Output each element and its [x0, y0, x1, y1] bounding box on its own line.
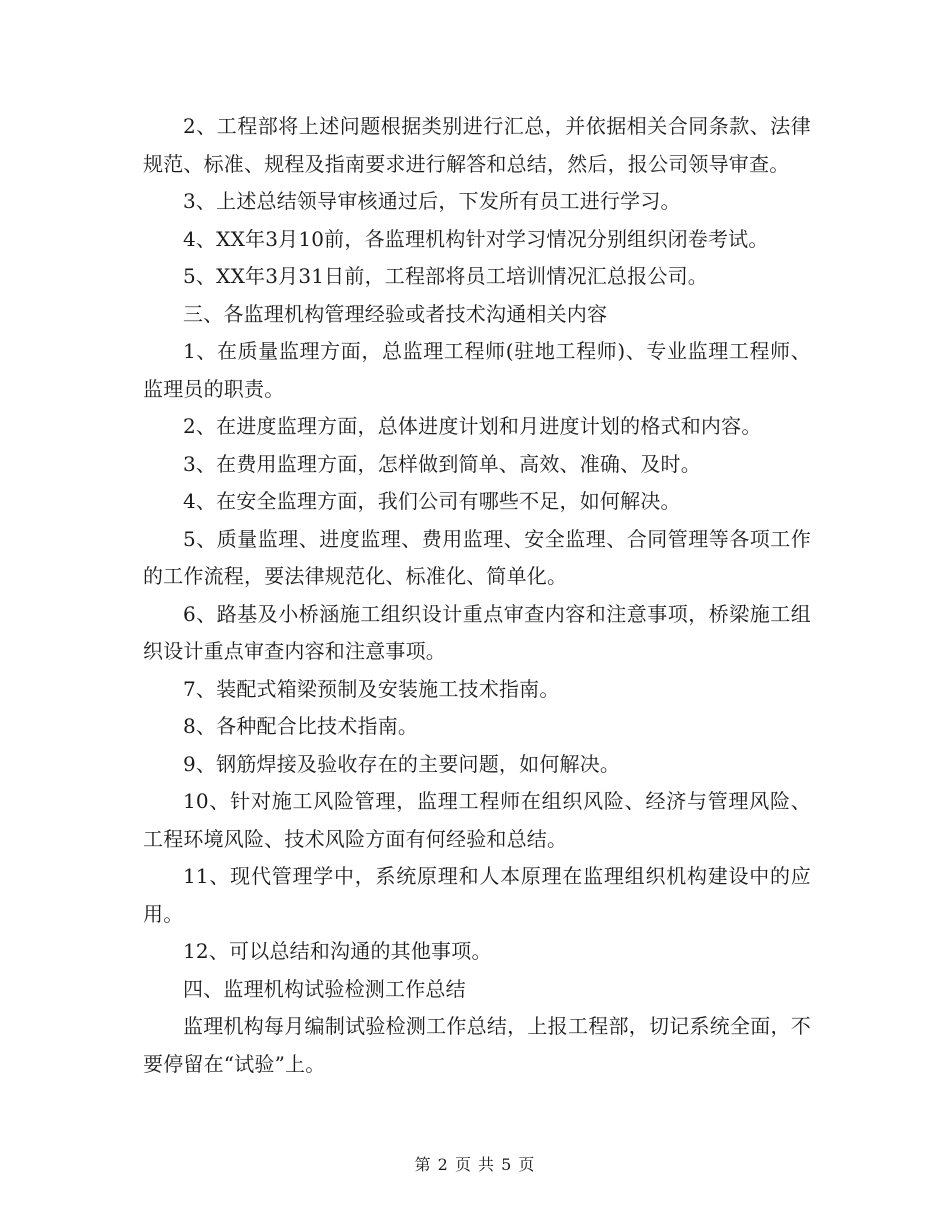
paragraph-item-9-welding: 9、钢筋焊接及验收存在的主要问题，如何解决。: [183, 751, 621, 776]
paragraph-item-8-mix-ratio: 8、各种配合比技术指南。: [183, 714, 419, 738]
paragraph-item-3-cost: 3、在费用监理方面，怎样做到简单、高效、准确、及时。: [183, 451, 701, 476]
section-heading-3: 三、各监理机构管理经验或者技术沟通相关内容: [183, 301, 608, 326]
paragraph-item-5-report: 5、XX年3月31日前，工程部将员工培训情况汇总报公司。: [183, 264, 708, 288]
paragraph-item-2-summary: 2、工程部将上述问题根据类别进行汇总，并依据相关合同条款、法律规范、标准、规程及指南要求进行解答和总结，然后，报公司领导审查。: [143, 114, 811, 176]
paragraph-item-10-risk: 10、针对施工风险管理，监理工程师在组织风险、经济与管理风险、工程环境风险、技术风险方面有何经验和总结。: [143, 789, 811, 851]
page-number-label: 第 2 页 共 5 页: [414, 1155, 536, 1174]
document-body: [143, 108, 811, 1083]
paragraph-item-7-box-girder: 7、装配式箱梁预制及安装施工技术指南。: [183, 676, 560, 701]
paragraph-item-6-design-review: 6、路基及小桥涵施工组织设计重点审查内容和注意事项，桥梁施工组织设计重点审查内容和注意事项。: [143, 601, 811, 663]
paragraph-item-4-exam: 4、XX年3月10前，各监理机构针对学习情况分别组织闭卷考试。: [183, 226, 769, 251]
page-footer: [0, 1155, 950, 1175]
section-heading-4: 四、监理机构试验检测工作总结: [183, 976, 466, 1001]
paragraph-item-11-management: 11、现代管理学中，系统原理和人本原理在监理组织机构建设中的应用。: [143, 864, 811, 926]
paragraph-item-12-other: 12、可以总结和沟通的其他事项。: [183, 939, 492, 963]
paragraph-test-summary: 监理机构每月编制试验检测工作总结，上报工程部，切记系统全面，不要停留在“试验”上。: [143, 1014, 811, 1076]
paragraph-item-2-progress: 2、在进度监理方面，总体进度计划和月进度计划的格式和内容。: [183, 414, 762, 438]
paragraph-item-5-workflow: 5、质量监理、进度监理、费用监理、安全监理、合同管理等各项工作的工作流程，要法律规范化、标准化、简单化。: [143, 526, 811, 588]
paragraph-item-3-study: 3、上述总结领导审核通过后，下发所有员工进行学习。: [183, 189, 681, 213]
paragraph-item-4-safety: 4、在安全监理方面，我们公司有哪些不足，如何解决。: [183, 489, 681, 513]
paragraph-item-1-quality: 1、在质量监理方面，总监理工程师(驻地工程师)、专业监理工程师、监理员的职责。: [143, 339, 811, 401]
